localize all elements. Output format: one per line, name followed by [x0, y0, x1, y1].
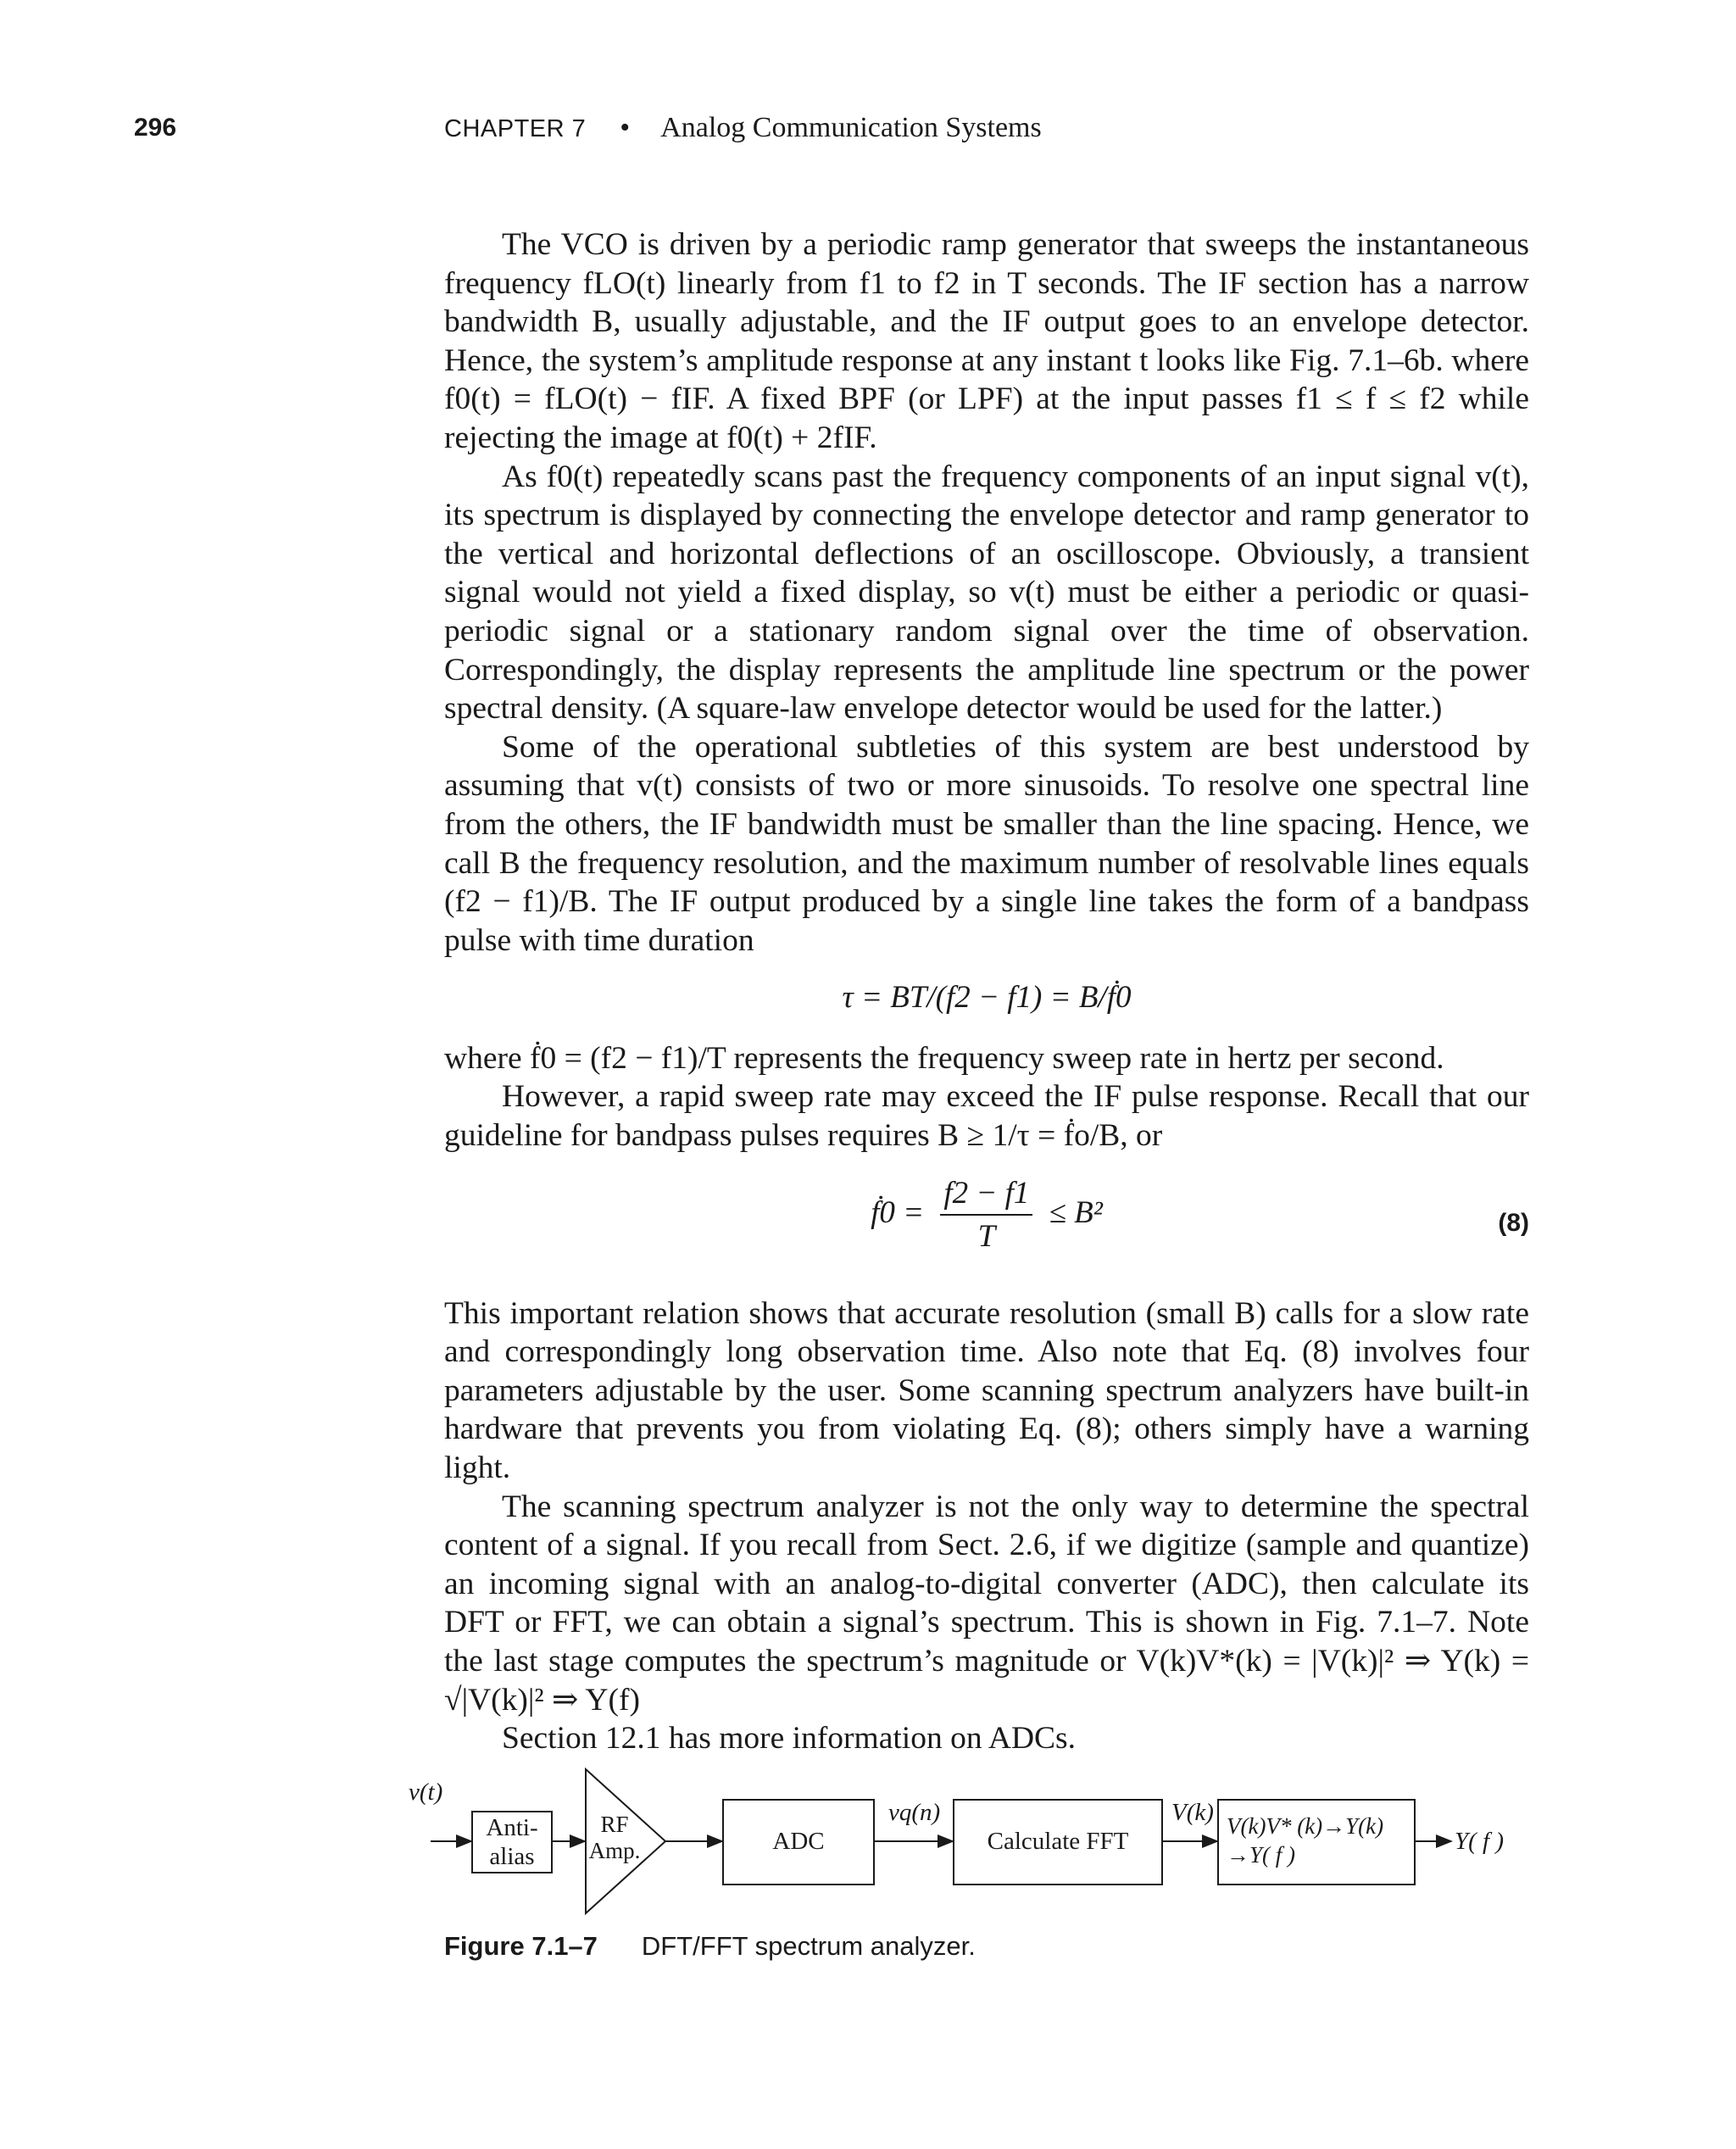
paragraph-6: This important relation shows that accurate resolution (small B) calls for a slow rate and correspondingly long observation time. Also note that Eq. (8) involves four parameters adjustable by the user. Some scanning spectrum analyzers have built-in hardware that prevents you from violating Eq. (8); others simply have a warning light. — [444, 1295, 1529, 1486]
eq8-fraction — [940, 1174, 1032, 1256]
output-label: Y( f ) — [1455, 1828, 1504, 1855]
caption-label: Figure 7.1–7 — [444, 1931, 598, 1961]
antialias-label: Anti- alias — [486, 1814, 538, 1870]
paragraph-5: However, a rapid sweep rate may exceed the IF pulse response. Recall that our guideline for bandpass pulses requires B ≥ 1/τ = ḟo/B, or — [444, 1079, 1529, 1154]
section-title: Analog Communication Systems — [660, 112, 1042, 143]
eq8-rhs: ≤ B² — [1049, 1194, 1103, 1230]
rf-amp-label: RF Amp. — [588, 1812, 641, 1863]
paragraph-2: As f0(t) repeatedly scans past the frequency components of an input signal v(t), its spectrum is displayed by connecting the envelope detector and ramp generator to the vertical and horizontal deflections of an oscilloscope. Obviously, a transient signal would not yield a fixed display, so v(t) must be either a periodic or quasi-periodic signal or a stationary random signal over the time of observation. Correspondingly, the display represents the amplitude line spectrum or the power spectral density. (A square-law envelope detector would be used for the latter.) — [444, 459, 1529, 727]
eq8-number: (8) — [1498, 1208, 1529, 1237]
caption-text: DFT/FFT spectrum analyzer. — [641, 1931, 976, 1961]
equation-8 — [444, 1174, 1529, 1272]
body-text — [444, 225, 1529, 1758]
input-signal-label: v(t) — [409, 1779, 443, 1806]
figure-caption — [444, 1931, 976, 1962]
fft-label: Calculate FFT — [987, 1828, 1129, 1855]
paragraph-1: The VCO is driven by a periodic ramp generator that sweeps the instantaneous frequency fLO(t) linearly from f1 to f2 in T seconds. The IF section has a narrow bandwidth B, usually adjustable, and the IF output goes to an envelope detector. Hence, the system’s amplitude response at any instant t looks like Fig. 7.1–6b. where f0(t) = fLO(t) − fIF. A fixed BPF (or LPF) at the input passes f1 ≤ f ≤ f2 while rejecting the image at f0(t) + 2fIF. — [444, 227, 1529, 455]
vq-label: vq(n) — [888, 1799, 941, 1826]
paragraph-7: The scanning spectrum analyzer is not the only way to determine the spectral content of a signal. If you recall from Sect. 2.6, if we digitize (sample and quantize) an incoming signal with an analog-to-digital converter (ADC), then calculate its DFT or FFT, we can obtain a signal’s spectrum. This is shown in Fig. 7.1–7. Note the last stage computes the spectrum’s magnitude or V(k)V*(k) = |V(k)|² ⇒ Y(k) = √|V(k)|² ⇒ Y(f) — [444, 1489, 1529, 1718]
eq8-denominator: T — [977, 1219, 996, 1255]
chapter-label: CHAPTER 7 — [444, 115, 587, 142]
paragraph-3: Some of the operational subtleties of this system are best understood by assuming that v(t) consists of two or more sinusoids. To resolve one spectral line from the others, the IF bandwidth must be smaller than the line spacing. Hence, we call B the frequency resolution, and the maximum number of resolvable lines equals (f2 − f1)/B. The IF output produced by a single line takes the form of a bandpass pulse with time duration — [444, 729, 1529, 958]
vk-label: V(k) — [1171, 1799, 1214, 1826]
magnitude-label: V(k)V* (k)→Y(k) →Y( f ) — [1227, 1813, 1384, 1868]
eq8-lhs: ḟ0 = — [871, 1194, 925, 1230]
adc-label: ADC — [772, 1828, 825, 1855]
page-number: 296 — [134, 114, 177, 142]
paragraph-4: where ḟ0 = (f2 − f1)/T represents the frequency sweep rate in hertz per second. — [444, 1040, 1444, 1076]
block-diagram — [398, 1768, 1568, 2005]
equation-tau: τ = BT/(f2 − f1) = B/ḟ0 — [842, 980, 1132, 1016]
paragraph-8: Section 12.1 has more information on ADCs. — [502, 1721, 1077, 1757]
header-bullet: • — [620, 112, 631, 143]
running-head — [444, 112, 1042, 144]
eq8-numerator: f2 − f1 — [940, 1174, 1032, 1216]
